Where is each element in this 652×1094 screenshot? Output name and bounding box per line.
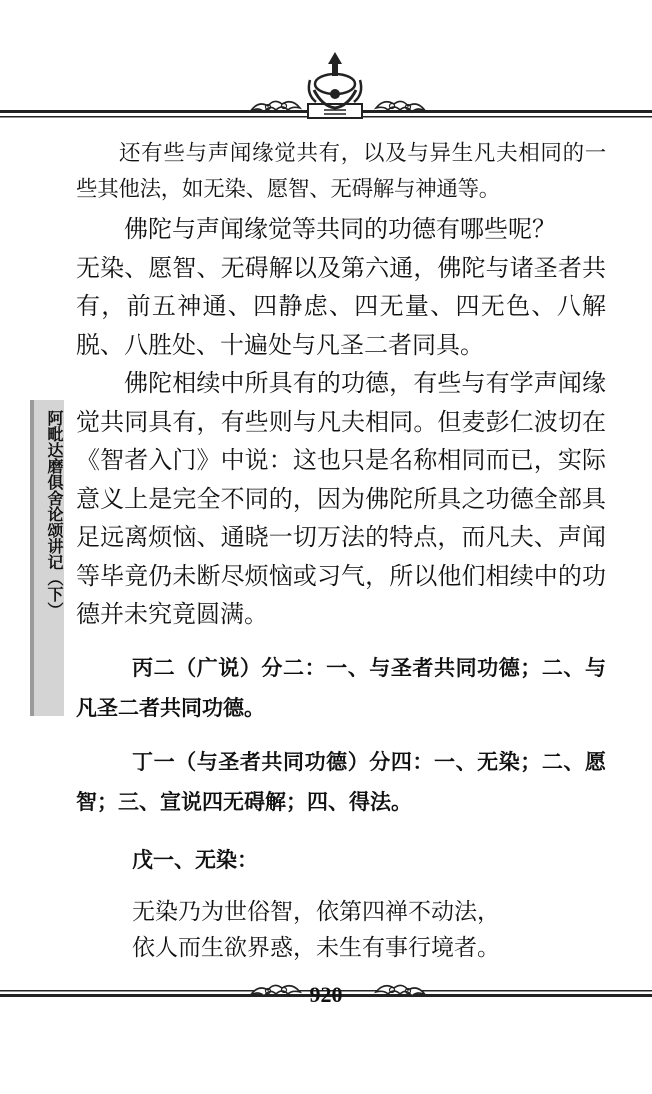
page-body (76, 136, 606, 966)
verse-line: 无染乃为世俗智，依第四禅不动法， (132, 898, 500, 925)
section-heading: 戊一、无染： (132, 847, 258, 872)
verse-line: 依人而生欲界惑，未生有事行境者。 (132, 934, 500, 961)
vajra-emblem-icon (302, 50, 368, 120)
paragraph: 佛陀相续中所具有的功德，有些与有学声闻缘觉共同具有，有些则与凡夫相同。但麦彭仁波切在《智者入门》中说：这也只是名称相同而已，实际意义上是完全不同的，因为佛陀所具之功德全部具足远离烦恼、通晓一切万法的特点，而凡夫、声闻等毕竟仍未断尽烦恼或习气，所以他们相续中的功德并未究竟圆满。 (76, 369, 606, 628)
verse-block (132, 894, 606, 966)
paragraph: 佛陀与声闻缘觉等共同的功德有哪些呢？ (124, 215, 556, 243)
cloud-scroll-icon (372, 96, 428, 116)
book-title-side-tab (30, 400, 64, 716)
paragraph: 还有些与声闻缘觉共有，以及与异生凡夫相同的一些其他法，如无染、愿智、无碍解与神通等。 (76, 141, 606, 202)
book-title: 阿毗达磨俱舍论颂讲记（下） (45, 410, 64, 618)
page-number: 920 (309, 982, 343, 1007)
cloud-scroll-icon (248, 96, 304, 116)
section-heading: 丁一（与圣者共同功德）分四：一、无染；二、愿智；三、宣说四无碍解；四、得法。 (76, 749, 606, 814)
paragraph: 无染、愿智、无碍解以及第六通，佛陀与诸圣者共有，前五神通、四静虑、四无量、四无色、八解脱、八胜处、十遍处与凡圣二者同具。 (76, 253, 606, 359)
section-heading: 丙二（广说）分二：一、与圣者共同功德；二、与凡圣二者共同功德。 (76, 655, 606, 720)
